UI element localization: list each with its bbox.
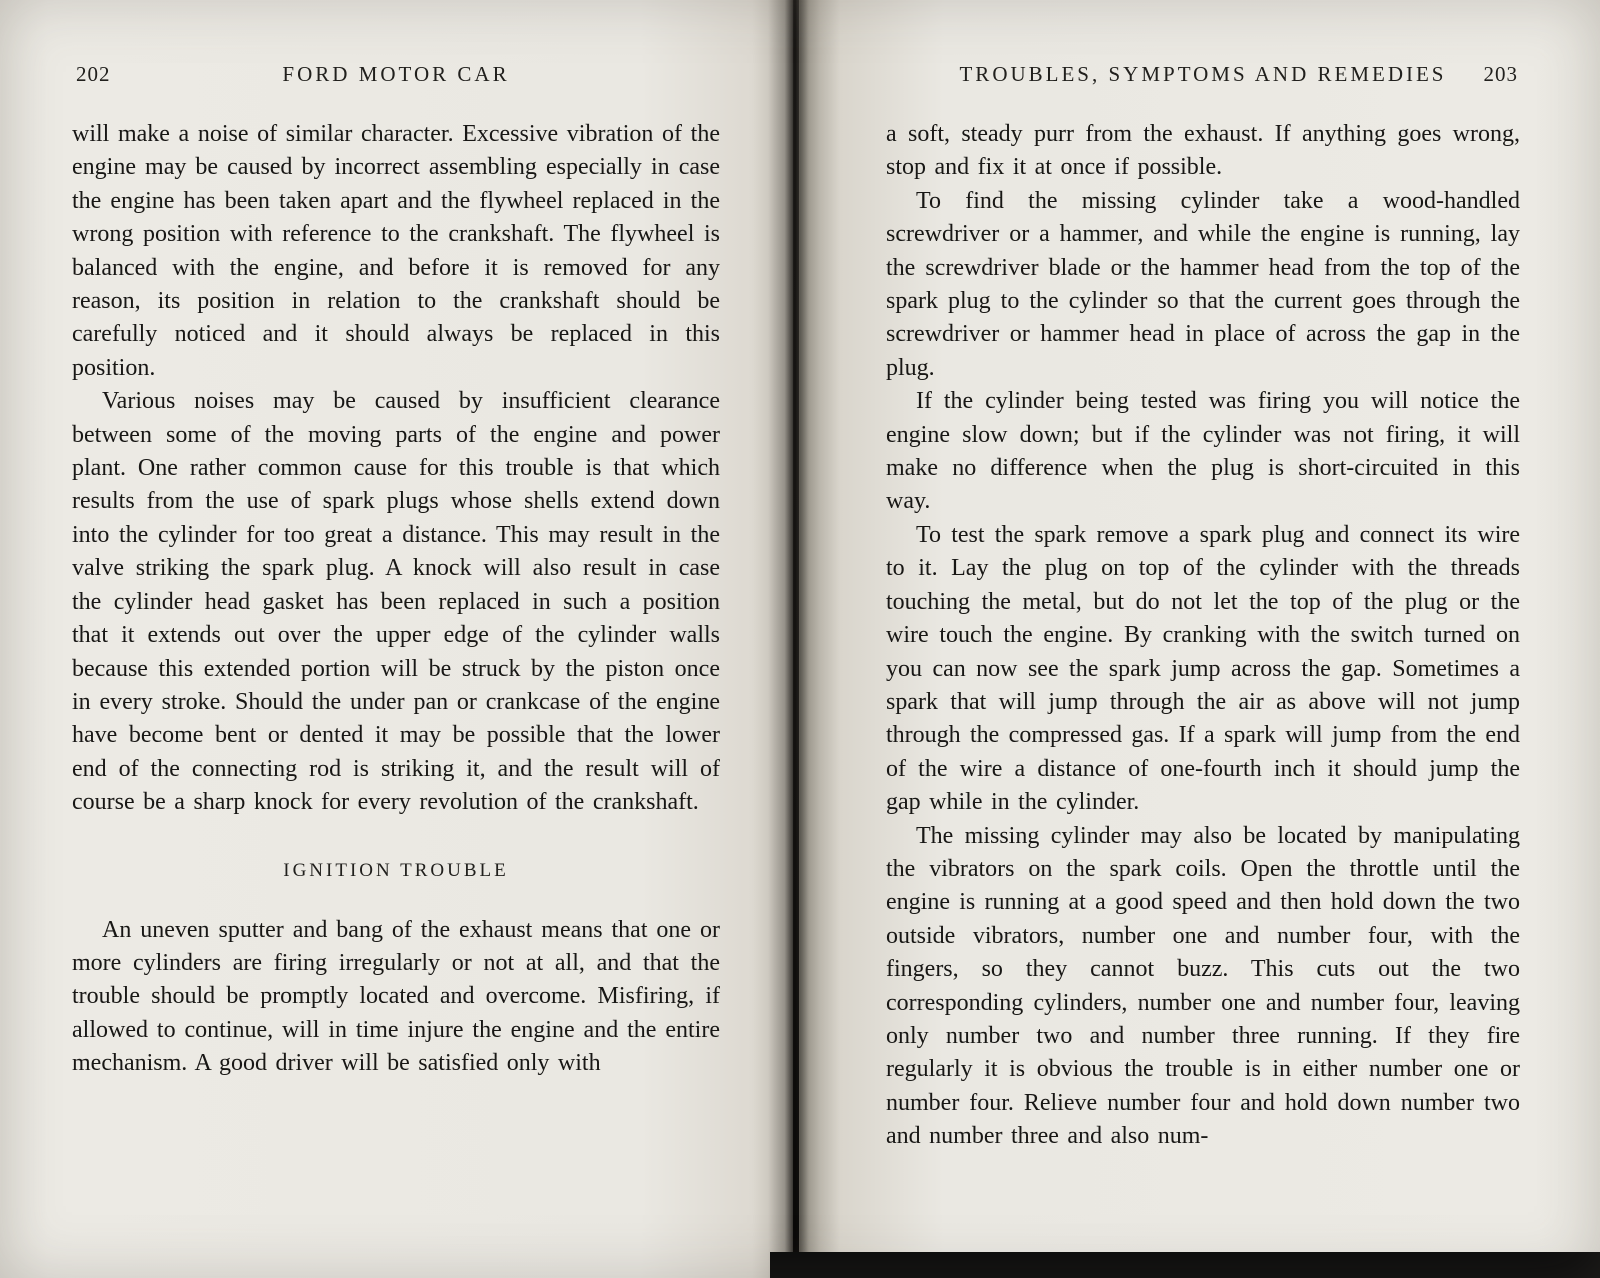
paragraph: If the cylinder being tested was firing you will notice the engine slow down; but if the cylinder was not firing, it will make no difference when the plug is short-circuited in this way. — [886, 388, 1520, 515]
left-page-body-after-heading — [72, 914, 720, 1081]
paragraph: To find the missing cylinder take a wood-handled screwdriver or a hammer, and while the engine is running, lay the screwdriver blade or the hammer head from the top of the spark plug to the cylinder so that the current goes through the screwdriver or hammer head in place of across the gap in the plug. — [886, 187, 1520, 381]
paragraph: The missing cylinder may also be located by manipulating the vibrators on the spark coils. Open the throttle until the engine is running at a good speed and then hold down the two outside vibrators, number one and number four, with the fingers, so they cannot buzz. This cuts out the two corresponding cylinders, number one and number four, leaving only number two and number three running. If they fire regularly it is obvious the trouble is in either number one or number four. Relieve number four and hold down number two and number three and also num- — [886, 822, 1520, 1150]
right-page-body — [886, 118, 1520, 1154]
left-page-header — [72, 62, 720, 96]
section-heading-ignition-trouble: IGNITION TROUBLE — [283, 859, 509, 881]
paragraph: a soft, steady purr from the exhaust. If anything goes wrong, stop and fix it at once if possible. — [886, 121, 1520, 181]
left-running-title: FORD MOTOR CAR — [282, 62, 510, 86]
left-page-number: 202 — [76, 62, 111, 86]
paragraph: An uneven sputter and bang of the exhaust means that one or more cylinders are firing irregularly or not at all, and that the trouble should be promptly located and overcome. Misfiring, if allowed to continue, will in time injure the engine and the entire mechanism. A good driver will be satisfied only with — [72, 916, 720, 1077]
paragraph: To test the spark remove a spark plug and connect its wire to it. Lay the plug on top of the cylinder with the threads touching the metal, but do not let the top of the plug or the wire touch the engine. By cranking with the switch turned on you can now see the spark jump across the gap. Sometimes a spark that will jump through the air as above will not jump through the compressed gas. If a spark will jump from the end of the wire a distance of one-fourth inch it should jump the gap while in the cylinder. — [886, 521, 1520, 816]
right-page-header — [886, 62, 1520, 96]
left-page-body — [72, 118, 720, 820]
paragraph: Various noises may be caused by insufficient clearance between some of the moving parts of the engine and power plant. One rather common cause for this trouble is that which results from the use of spark plugs whose shells extend down into the cylinder for too great a distance. This may result in the valve striking the spark plug. A knock will also result in case the cylinder head gasket has been replaced in such a position that it extends out over the upper edge of the cylinder walls because this extended portion will be struck by the piston once in every stroke. Should the under pan or crankcase of the engine have become bent or dented it may be possible that the lower end of the connecting rod is striking it, and the result will of course be a sharp knock for every revolution of the crankshaft. — [72, 388, 720, 816]
right-page-number: 203 — [1483, 62, 1518, 86]
right-page — [800, 0, 1600, 1278]
scan-black-strip — [770, 1252, 1600, 1278]
paragraph: will make a noise of similar character. Excessive vibration of the engine may be caused by incorrect assembling especially in case the engine has been taken apart and the flywheel replaced in the wrong position with reference to the crankshaft. The flywheel is balanced with the engine, and before it is removed for any reason, its position in relation to the crankshaft should be carefully noticed and it should always be replaced in this position. — [72, 121, 720, 381]
right-running-title: TROUBLES, SYMPTOMS AND REMEDIES — [959, 62, 1447, 86]
